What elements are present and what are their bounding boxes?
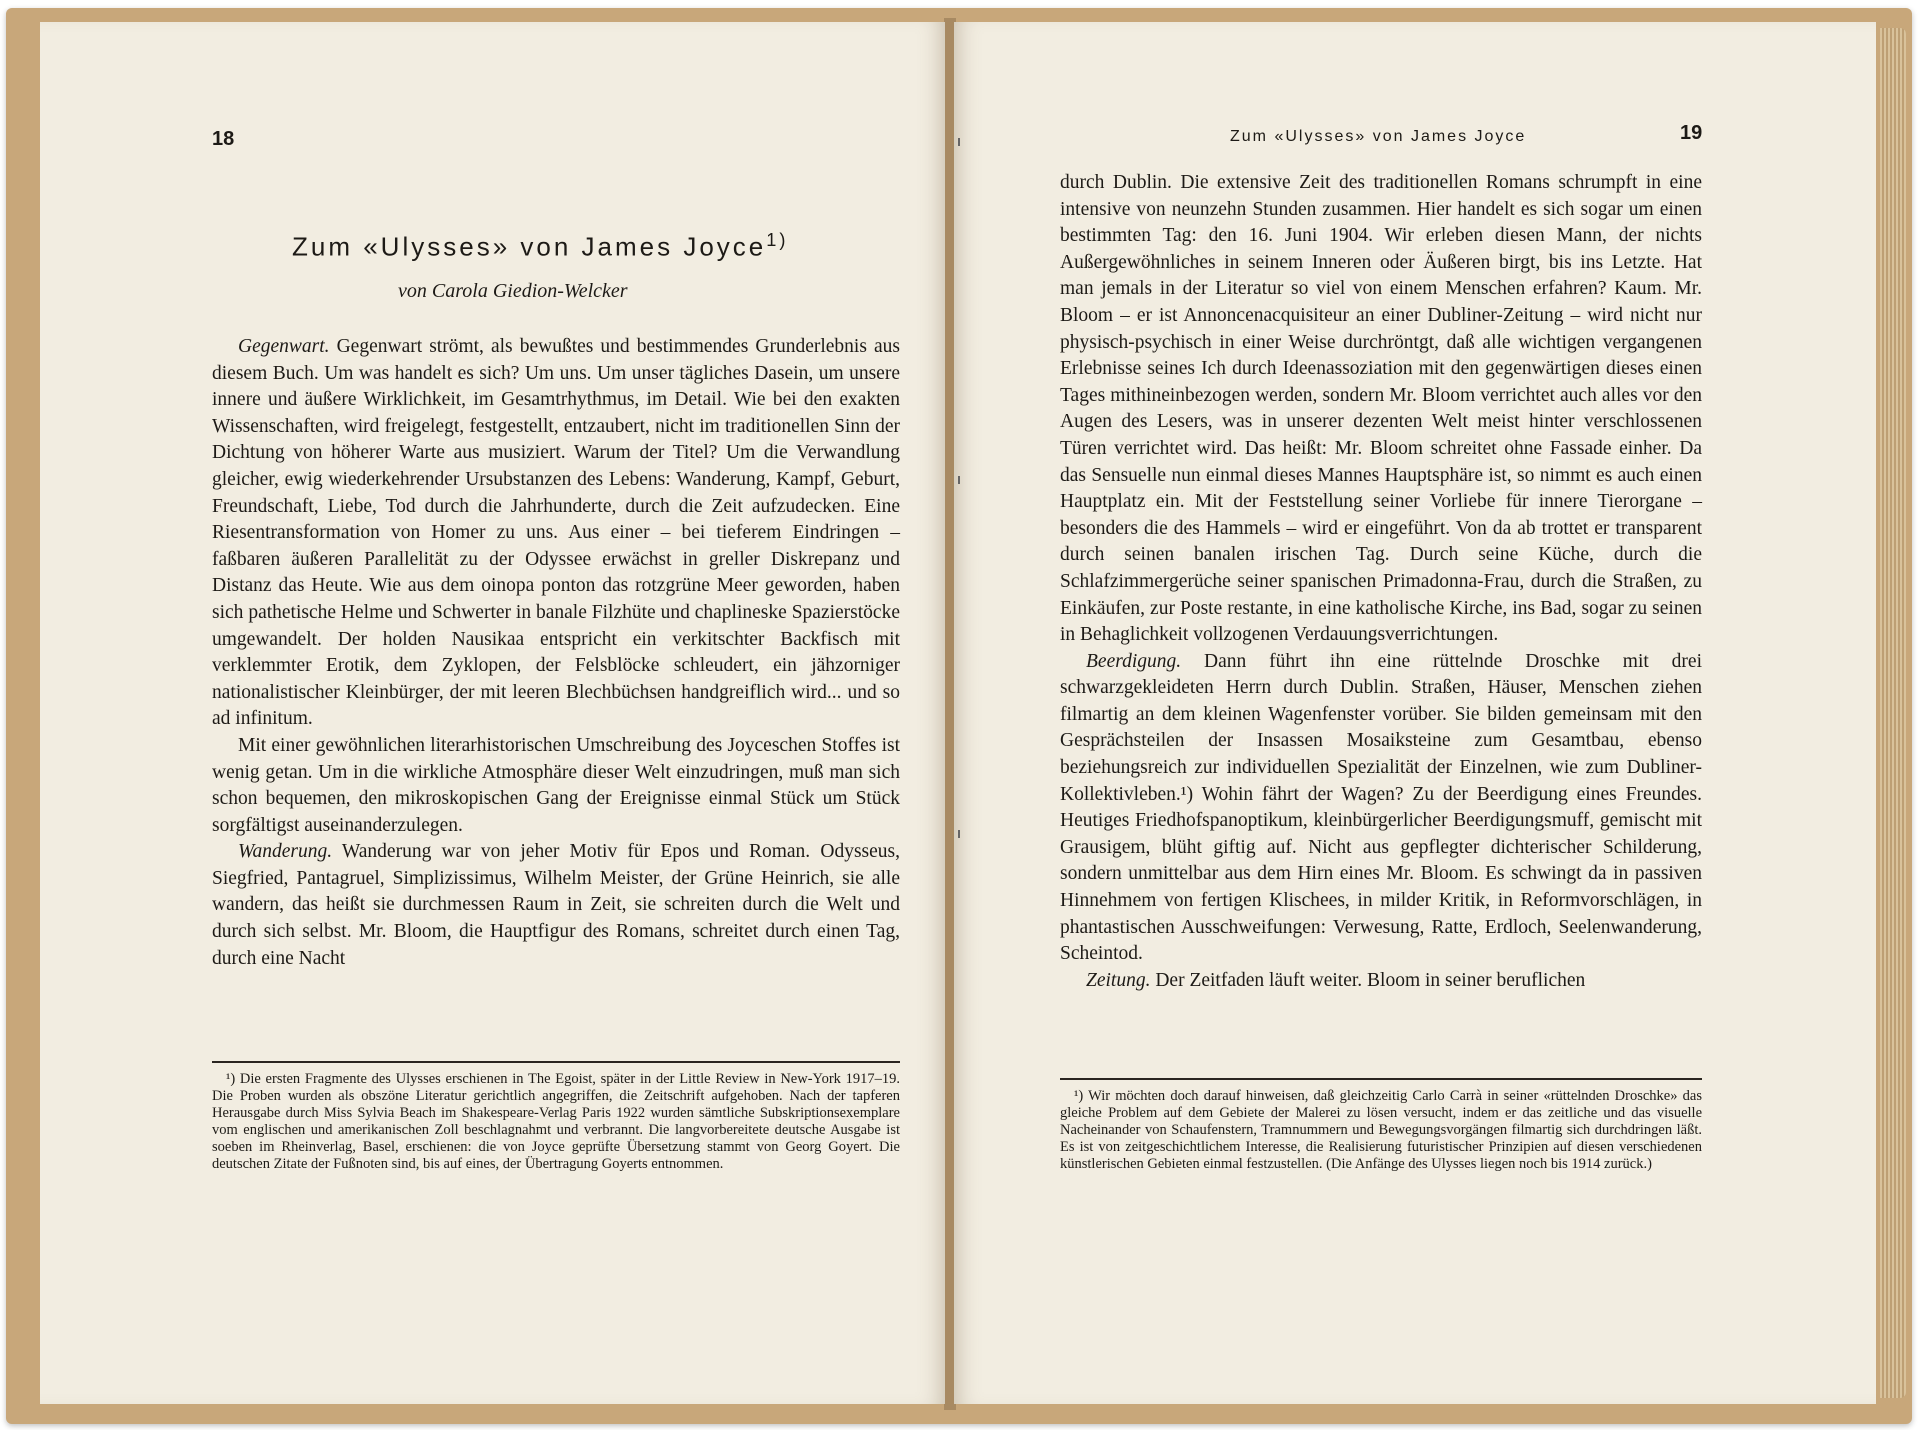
- footnote-rule: [212, 1061, 900, 1063]
- footnote-rule: [1060, 1078, 1702, 1080]
- left-page: [40, 22, 945, 1404]
- left-footnote: [212, 1071, 900, 1173]
- section-lead: Wanderung.: [238, 841, 333, 863]
- paragraph-text: Gegenwart strömt, als bewußtes und bestimmendes Grunderlebnis aus diesem Buch. Um was handelt es sich? Um uns. Um unser tägliches Dasein, um unsere innere und äußere Wirklichkeit, im Gesamtrhythmus, im Detail. Wie bei den exakten Wissenschaften, wird freigelegt, festgestellt, entzaubert, nicht im traditionellen Sinn der Dichtung von höherer Warte aus musiziert. Warum der Titel? Um die Verwandlung gleicher, ewig wiederkehrender Ursubstanzen des Lebens: Wanderung, Kampf, Geburt, Freundschaft, Liebe, Tod durch die Jahrhunderte, durch die Zeit aufzudecken. Eine Riesentransformation von Homer zu uns. Aus einer – bei tieferem Eindringen – faßbaren äußeren Parallelität zu der Odyssee erwächst in greller Diskrepanz und Distanz das Heute. Wie aus dem oinopa ponton das rotzgrüne Meer geworden, haben sich pathetische Helme und Schwerter in banale Filzhüte und chaplineske Spazierstöcke umgewandelt. Der holden Nausikaa entspricht ein verkitschter Backfisch mit verklemmter Erotik, dem Zyklopen, der Felsblöcke schleudert, ein jähzorniger nationalistischer Kleinbürger, der mit leeren Blechbüchsen handgreiflich wird... und so ad infinitum.: [212, 336, 900, 730]
- paragraph-text: Wanderung war von jeher Motiv für Epos und Roman. Odysseus, Siegfried, Pantagruel, Simplizissimus, Wilhelm Meister, der Grüne Heinrich, sie alle wandern, das heißt sie durchmessen Raum in Zeit, sie schreiten durch die Welt und durch sich selbst. Mr. Bloom, die Hauptfigur des Romans, schreitet durch einen Tag, durch eine Nacht: [212, 841, 900, 969]
- page-number: 19: [1680, 122, 1703, 144]
- paragraph: [212, 839, 900, 972]
- paragraph-text: durch Dublin. Die extensive Zeit des traditionellen Romans schrumpft in eine intensive von neunzehn Stunden zusammen. Hier handelt es sich sogar um einen bestimmten Tag: den 16. Juni 1904. Wir erleben diesen Mann, der nichts Außergewöhnliches in seinem Inneren oder Äußeren birgt, bis ins Letzte. Hat man jemals in der Literatur so viel von einem Menschen erfahren? Kaum. Mr. Bloom – er ist Annoncenacquisiteur an einer Dubliner-Zeitung – wird nicht nur physisch-psychisch in einer Weise durchröntgt, daß alle wichtigen vergangenen Erlebnisse seines Ich durch Ideenassoziation mit den gegenwärtigen dieses einen Tages mithineinbezogen werden, sondern Mr. Bloom verrichtet auch alles vor den Augen des Lesers, was in unserer dezenten Welt meist hinter verschlossenen Türen verrichtet wird. Das heißt: Mr. Bloom schreitet ohne Fassade einher. Da das Sensuelle nun einmal dieses Mannes Hauptsphäre ist, so nimmt es auch einen Hauptplatz ein. Mit der Feststellung seiner Vorliebe für innere Tierorgane – besonders die des Hammels – wird er eingeführt. Von da ab trottet er transparent durch seinen banalen irischen Tag. Durch seine Küche, durch die Schlafzimmergerüche seiner spanischen Primadonna-Frau, durch die Straßen, zu Einkäufen, zur Poste restante, in eine katholische Kirche, ins Bad, sogar zu seinen in Behaglichkeit vollzogenen Verdauungsverrichtungen.: [1060, 172, 1702, 646]
- paragraph-text: Mit einer gewöhnlichen literarhistorischen Umschreibung des Joyceschen Stoffes ist wenig getan. Um in die wirkliche Atmosphäre dieser Welt einzudringen, muß man sich schon bequemen, den mikroskopischen Gang der Ereignisse einmal Stück um Stück sorgfältigst auseinanderzulegen.: [212, 734, 900, 836]
- open-book: [6, 8, 1912, 1424]
- running-head: Zum «Ulysses» von James Joyce: [1230, 128, 1527, 145]
- paragraph: [1060, 968, 1702, 995]
- section-lead: Gegenwart.: [238, 336, 330, 357]
- article-title: [292, 230, 788, 263]
- paragraph: [212, 733, 900, 839]
- article-author: von Carola Giedion-Welcker: [398, 280, 628, 302]
- title-text: Zum «Ulysses» von James Joyce: [292, 231, 767, 262]
- page-edges: [1880, 28, 1906, 1398]
- right-body-text: [1060, 170, 1702, 994]
- paragraph-text: Der Zeitfaden läuft weiter. Bloom in seiner beruflichen: [1150, 969, 1586, 991]
- page-number: 18: [212, 128, 235, 150]
- section-lead: Beerdigung.: [1086, 650, 1182, 672]
- left-body-text: [212, 334, 900, 972]
- footnote-text: ¹) Wir möchten doch darauf hinweisen, daß gleichzeitig Carlo Carrà in seiner «rüttelnden Droschke» das gleiche Problem auf dem Gebiete der Malerei zu lösen versucht, indem er das zeitliche und das visuelle Nacheinander von Schaufenstern, Tramnummern und Bewegungsvorgängen filmartig sich durchdringen läßt. Es ist von zeitgeschichtlichem Interesse, die Realisierung futuristischer Prinzipien auf diesen verschiedenen künstlerischen Gebieten einmal festzustellen. (Die Anfänge des Ulysses liegen noch bis 1914 zurück.): [1060, 1088, 1702, 1172]
- paragraph: [1060, 649, 1702, 968]
- title-footnote-ref: 1): [766, 230, 789, 250]
- paragraph-text: Dann führt ihn eine rüttelnde Droschke mit drei schwarzgekleideten Herrn durch Dublin. Straßen, Häuser, Menschen ziehen filmartig an dem kleinen Wagenfenster vorüber. Sie bilden gemeinsam mit den Gesprächsteilen der Insassen Mosaiksteine zum Gesamtbau, ebenso beziehungsreich zur individuellen Spezialität der Einzelnen, wie zum Dubliner-Kollektivleben.¹) Wohin fährt der Wagen? Zu der Beerdigung eines Freundes. Heutiges Friedhofspanoptikum, kleinbürgerlicher Beerdigungsmuff, gemischt mit Grausigem, blüht giftig auf. Nicht aus gepflegter dichterischer Schilderung, sondern unmittelbar aus dem Hirn eines Mr. Bloom. Es schwingt da in passiven Hinnehmem von fertigen Klischees, in milder Kritik, in Reformvorschlägen, in phantastischen Ausschweifungen: Verwesung, Ratte, Erdloch, Seelenwanderung, Scheintod.: [1060, 650, 1702, 965]
- binding-mark: [958, 138, 960, 146]
- right-page: [954, 22, 1876, 1404]
- paragraph: [1060, 170, 1702, 649]
- paragraph: [212, 334, 900, 733]
- footnote-text: ¹) Die ersten Fragmente des Ulysses erschienen in The Egoist, später in der Little Review in New-York 1917–19. Die Proben wurden als obszöne Literatur gerichtlich angegriffen, die Zeitschrift aufgehoben. Nach der tapferen Herausgabe durch Miss Sylvia Beach im Shakespeare-Verlag Paris 1922 wurden sämtliche Subskriptionsexemplare vom englischen und amerikanischen Zoll beschlagnahmt und verbrannt. Die langvorbereitete deutsche Ausgabe ist soeben im Rheinverlag, Basel, erschienen: die von Joyce geprüfte Übersetzung stammt von Georg Goyert. Die deutschen Zitate der Fußnoten sind, bis auf eines, der Übertragung Goyerts entnommen.: [212, 1071, 900, 1172]
- binding-mark: [958, 476, 960, 484]
- right-footnote: [1060, 1088, 1702, 1173]
- binding-mark: [958, 830, 960, 838]
- section-lead: Zeitung.: [1086, 969, 1151, 991]
